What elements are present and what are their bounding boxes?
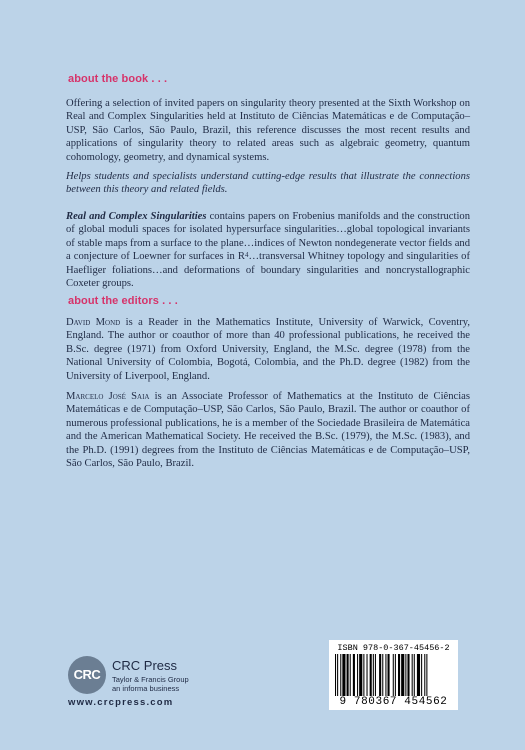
publisher-subline	[112, 675, 189, 693]
editor-bio-mond	[66, 316, 470, 383]
barcode-icon	[335, 654, 452, 696]
isbn-barcode	[329, 640, 458, 710]
editor-name: Marcelo José Saia	[66, 391, 150, 402]
crc-logo-icon: CRC	[68, 656, 106, 694]
about-book-contents	[66, 210, 470, 290]
publisher-tagline: an informa business	[112, 684, 180, 693]
publisher-website: www.crcpress.com	[68, 697, 174, 708]
contents-text-a: contains papers on Frobenius manifolds and the construction of global moduli spaces for isolated hypersurface singularities…global topological invariants of stable maps from a surface to the plane…indices of Newton nondegenerate vector fields and a conjecture of Loewner for surfaces in R	[66, 211, 470, 263]
about-editors-heading: about the editors . . .	[68, 295, 178, 307]
publisher-group: Taylor & Francis Group	[112, 675, 189, 684]
book-title: Real and Complex Singularities	[66, 211, 207, 222]
about-book-heading: about the book . . .	[68, 73, 168, 85]
editor-name: David Mond	[66, 317, 121, 328]
about-book-tagline: Helps students and specialists understand cutting-edge results that illustrate the connections between this theory and related fields.	[66, 171, 470, 196]
isbn-label: ISBN 978-0-367-45456-2	[337, 643, 450, 653]
barcode-number: 9 780367 454562	[339, 696, 448, 708]
superscript: 4	[244, 251, 249, 260]
about-book-description: Offering a selection of invited papers on singularity theory presented at the Sixth Workshop on Real and Complex Singularities held at Instituto de Ciências Matemáticas e de Computação–USP, São Carlos, São Paulo, Brazil, this reference discusses the most recent results and applications of singularity theory to related areas such as algebraic geometry, quantum cohomology, geometry, and dynamical systems.	[66, 98, 470, 163]
editor-bio-text: is an Associate Professor of Mathematics at the Instituto de Ciências Matemáticas e de Computação–USP, São Carlos, São Paulo, Brazil. The author or coauthor of numerous professional publications, he is a member of the Sociedade Brasileira de Matemática and the American Mathematical Society. He received the B.Sc. (1979), the M.Sc. (1983), and the Ph.D. (1991) degrees from the Instituto de Ciências Matemáticas e de Computação–USP, São Carlos, São Paulo, Brazil.	[66, 391, 470, 470]
editor-bio-text: is a Reader in the Mathematics Institute, University of Warwick, Coventry, England. The author or coauthor of more than 40 professional publications, he received the B.Sc. degree (1971) from Oxford University, England, the M.Sc. degree (1978) from the National University of Colombia, Bogotá, Colombia, and the Ph.D. degree (1982) from the University of Liverpool, England.	[66, 317, 470, 382]
editor-bio-saia	[66, 390, 470, 470]
contents-text-b: …transversal Whitney topology and singularities of Haefliger foliations…and deformations of boundary singularities and noncrystallographic Coxeter groups.	[66, 251, 470, 290]
publisher-name: CRC Press	[112, 658, 178, 673]
